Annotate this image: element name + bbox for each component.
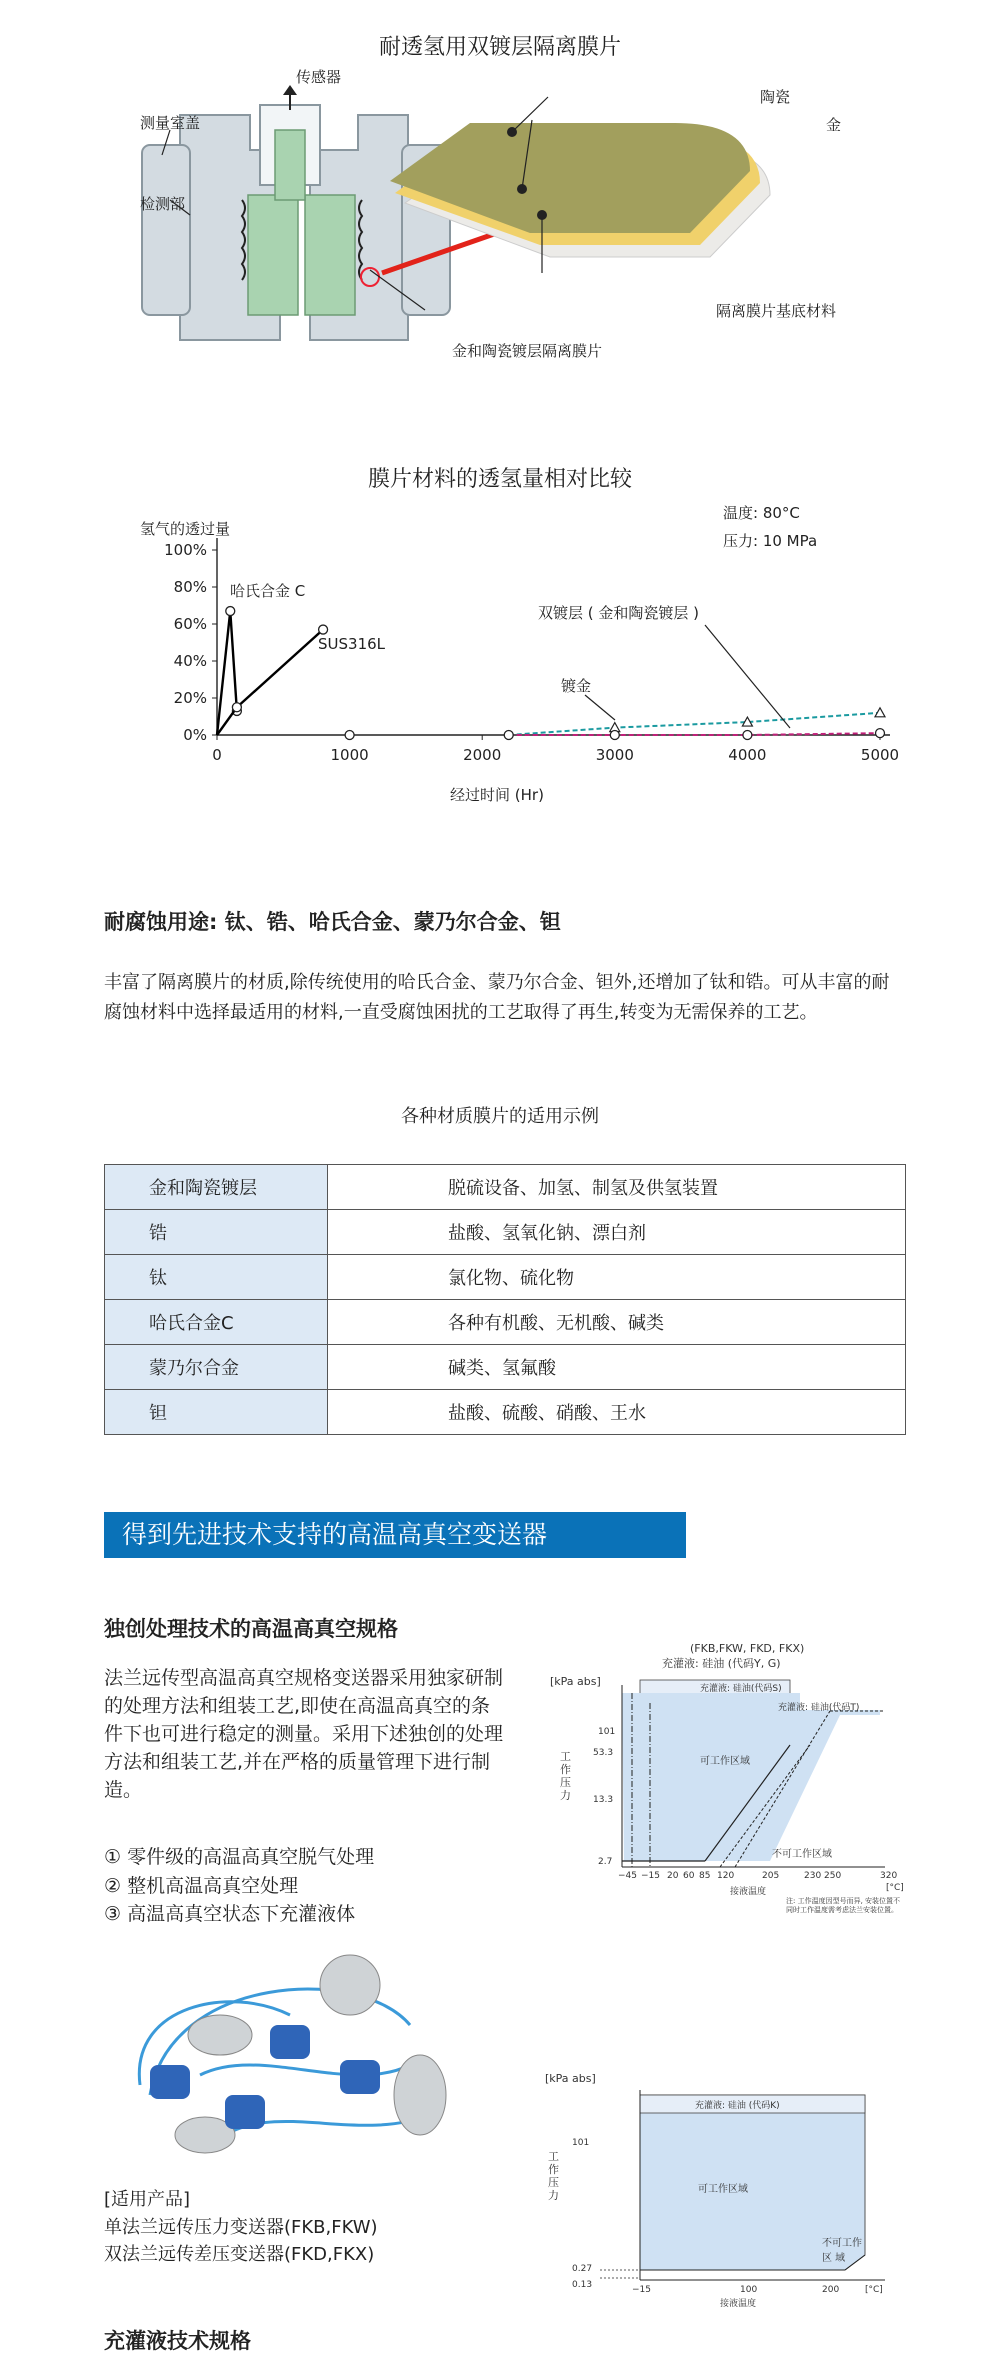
- x-tick-label: 1000: [330, 746, 369, 764]
- y-tick-label: 60%: [173, 615, 207, 633]
- data-point: [232, 703, 241, 712]
- use-cell: 脱硫设备、加氢、制氢及供氢装置: [328, 1165, 906, 1210]
- material-cell: 哈氏合金C: [105, 1300, 328, 1345]
- chart3-ytick: 0.13: [572, 2280, 593, 2290]
- table-row: [105, 1210, 906, 1255]
- table-caption: 各种材质膜片的适用示例: [401, 1106, 599, 1127]
- corrosion-paragraph: 丰富了隔离膜片的材质,除传统使用的哈氏合金、蒙乃尔合金、钽外,还增加了钛和锆。可从丰富的耐腐蚀材料中选择最适用的材料,一直受腐蚀困扰的工艺取得了再生,转变为无需保养的工艺。: [104, 972, 890, 1023]
- chart2-xtick: 230: [804, 1871, 822, 1881]
- use-cell: 碱类、氢氟酸: [328, 1345, 906, 1390]
- data-point: [876, 729, 885, 738]
- chart3-ytick: 101: [572, 2138, 590, 2148]
- sensor-label: 传感器: [296, 68, 342, 86]
- chart2-xtick: 85: [699, 1871, 711, 1881]
- x-tick-label: 4000: [728, 746, 767, 764]
- x-tick-label: 0: [212, 746, 222, 764]
- table-row: [105, 1390, 906, 1435]
- chart2-xunit: [°C]: [886, 1883, 904, 1893]
- chart3-ytick: 0.27: [572, 2264, 593, 2274]
- chart3-work-area: 可工作区域: [698, 2184, 748, 2195]
- chart3-xlabel: 接液温度: [720, 2299, 757, 2309]
- chart-title: 膜片材料的透氢量相对比较: [367, 467, 632, 492]
- chart2-xtick: 20: [667, 1871, 679, 1881]
- material-cell: 锆: [105, 1210, 328, 1255]
- chart3-unit: [kPa abs]: [545, 2072, 596, 2085]
- material-cell: 钛: [105, 1255, 328, 1300]
- product-item: 双法兰远传差压变送器(FKD,FKX): [104, 2244, 375, 2265]
- vacuum-paragraph: 法兰远传型高温高真空规格变送器采用独家研制的处理方法和组装工艺,即使在高温高真空的条件下也可进行稳定的测量。采用下述独创的处理方法和组装工艺,并在严格的质量管理下进行制造。: [104, 1667, 504, 1801]
- table-row: [105, 1255, 906, 1300]
- table-row: [105, 1300, 906, 1345]
- condition-temp: 温度: 80°C: [723, 504, 800, 522]
- diagram-title: 耐透氢用双镀层隔离膜片: [378, 35, 621, 60]
- use-cell: 盐酸、硫酸、硝酸、王水: [328, 1390, 906, 1435]
- chart3-non-work: 不可工作 区 域: [822, 2238, 862, 2264]
- chart2-work-area: 可工作区域: [700, 1756, 750, 1767]
- chart3-fill: 充灌液: 硅油 (代码K): [695, 2101, 780, 2111]
- y-tick-label: 20%: [173, 689, 207, 707]
- use-cell: 各种有机酸、无机酸、碱类: [328, 1300, 906, 1345]
- condition-pressure: 压力: 10 MPa: [723, 532, 818, 550]
- x-tick-label: 2000: [463, 746, 502, 764]
- process-item: ① 零件级的高温高真空脱气处理: [104, 1846, 375, 1868]
- chart3-xunit: [°C]: [865, 2285, 883, 2295]
- ceramic-label: 陶瓷: [760, 88, 791, 106]
- next-heading: 充灌液技术规格: [104, 2329, 251, 2353]
- product-item: 单法兰远传压力变送器(FKB,FKW): [104, 2217, 378, 2238]
- chart2-ytick: 2.7: [598, 1857, 613, 1867]
- y-tick-label: 100%: [164, 541, 207, 559]
- series-line: [217, 611, 237, 735]
- material-cell: 钽: [105, 1390, 328, 1435]
- chart3-xtick: 100: [740, 2285, 758, 2295]
- chart2-xtick: 250: [824, 1871, 842, 1881]
- data-point: [345, 731, 354, 740]
- chart2-fill3: 充灌液: 硅油(代码T): [778, 1703, 860, 1713]
- chart2-xtick: 120: [717, 1871, 735, 1881]
- data-point: [743, 731, 752, 740]
- chart2-fill2: 充灌液: 硅油(代码S): [700, 1684, 782, 1694]
- process-item: ③ 高温高真空状态下充灌液体: [104, 1903, 356, 1925]
- annotation-leader: [705, 625, 790, 728]
- chart2-non-work: 不可工作区域: [772, 1849, 832, 1860]
- chart2-unit: [kPa abs]: [550, 1675, 601, 1688]
- material-cell: 金和陶瓷镀层: [105, 1165, 328, 1210]
- chart-xlabel: 经过时间 (Hr): [450, 786, 544, 804]
- data-point: [226, 607, 235, 616]
- series-line: [509, 713, 880, 735]
- table-row: [105, 1345, 906, 1390]
- corrosion-heading: 耐腐蚀用途: 钛、锆、哈氏合金、蒙乃尔合金、钽: [104, 910, 561, 934]
- chart-ylabel: 氢气的透过量: [140, 520, 231, 538]
- y-tick-label: 40%: [173, 652, 207, 670]
- chart2-xtick: 60: [683, 1871, 695, 1881]
- chart2-ytick: 13.3: [593, 1795, 614, 1805]
- x-tick-label: 3000: [595, 746, 634, 764]
- diaphragm-label: 金和陶瓷镀层隔离膜片: [452, 342, 603, 360]
- annotation-sus: SUS316L: [318, 635, 386, 653]
- products-label: [适用产品]: [104, 2189, 191, 2210]
- detector-label: 检测部: [140, 195, 186, 213]
- gold-label: 金: [826, 116, 842, 134]
- material-cell: 蒙乃尔合金: [105, 1345, 328, 1390]
- chart2-xtick: 205: [762, 1871, 780, 1881]
- use-cell: 盐酸、氢氧化钠、漂白剂: [328, 1210, 906, 1255]
- chart2-ytick: 101: [598, 1727, 616, 1737]
- chart3-xtick: −15: [632, 2285, 651, 2295]
- chart3-xtick: 200: [822, 2285, 840, 2295]
- chart2-xtick: 320: [880, 1871, 898, 1881]
- annotation-hastelloy: 哈氏合金 C: [230, 582, 306, 600]
- annotation-double: 双镀层 ( 金和陶瓷镀层 ): [538, 604, 700, 622]
- chart2-xtick: −15: [641, 1871, 660, 1881]
- chart2-ytick: 53.3: [593, 1748, 614, 1758]
- chart3-ylabel: 工作压力: [548, 2150, 559, 2202]
- process-item: ② 整机高温高真空处理: [104, 1875, 299, 1897]
- section-banner: 得到先进技术支持的高温高真空变送器: [104, 1512, 686, 1558]
- x-tick-label: 5000: [860, 746, 900, 764]
- table-row: [105, 1165, 906, 1210]
- use-cell: 氯化物、硫化物: [328, 1255, 906, 1300]
- base-label: 隔离膜片基底材料: [716, 302, 837, 320]
- permeation-chart: [0, 0, 1000, 800]
- annotation-leader: [585, 695, 615, 720]
- chart2-models: (FKB,FKW, FKD, FKX): [690, 1642, 805, 1655]
- vacuum-heading: 独创处理技术的高温高真空规格: [104, 1617, 398, 1641]
- chart2-xlabel: 接液温度: [730, 1887, 767, 1897]
- chart2-fill1: 充灌液: 硅油 (代码Y, G): [662, 1657, 781, 1670]
- y-tick-label: 0%: [183, 726, 207, 744]
- data-point: [504, 731, 513, 740]
- annotation-gold: 镀金: [561, 677, 592, 695]
- product-photo: [110, 1945, 460, 2165]
- material-table: [104, 1164, 906, 1435]
- chart2-xtick: −45: [618, 1871, 637, 1881]
- data-point: [319, 625, 328, 634]
- y-tick-label: 80%: [173, 578, 207, 596]
- chart2-ylabel: 工作压力: [560, 1750, 571, 1802]
- chart2-note: 注: 工作温度因型号而异, 安装位置不同时工作温度需考虑法兰安装位置。: [786, 1897, 901, 1914]
- data-point: [610, 731, 619, 740]
- chamber-cover-label: 测量室盖: [140, 114, 201, 132]
